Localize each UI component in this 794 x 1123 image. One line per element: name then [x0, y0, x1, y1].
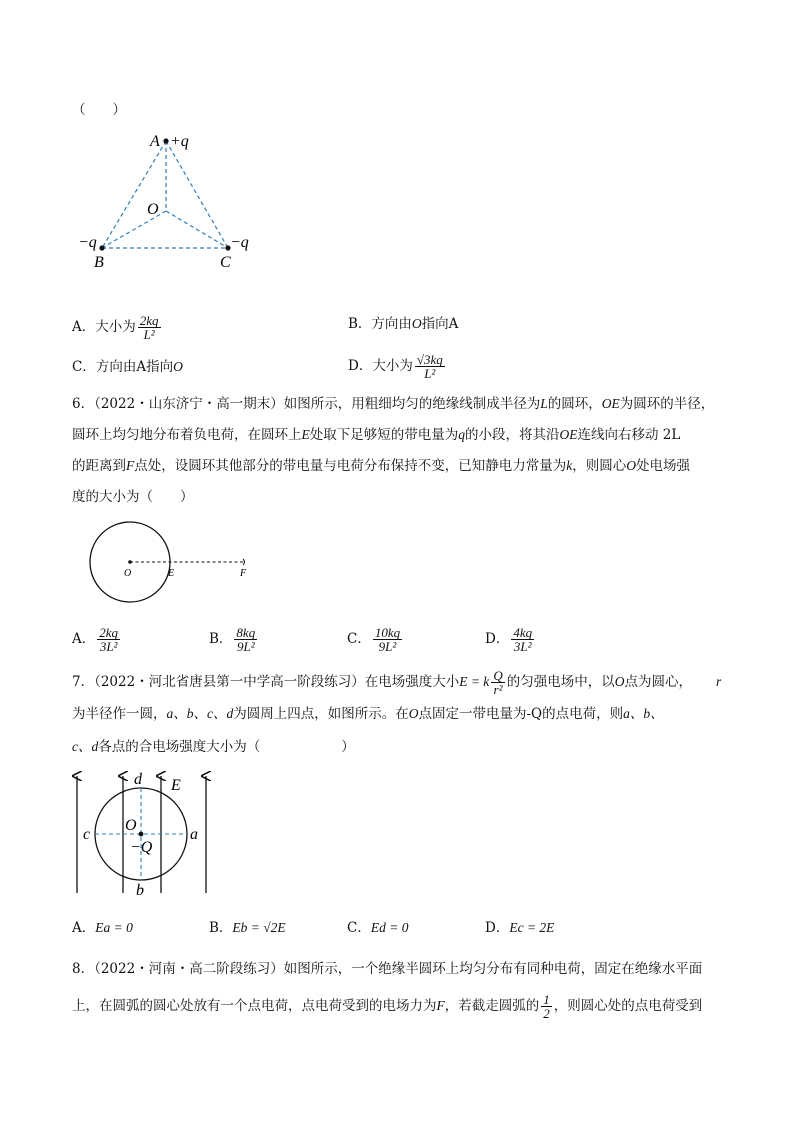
q7-center-point [139, 832, 144, 837]
q7-label-b: b [136, 882, 144, 898]
q6-stem-line1: 6．（2022・山东济宁・高一期末）如图所示，用粗细均匀的绝缘线制成半径为L的圆环，OE为圆环的半径， [72, 396, 715, 412]
q6-stem-line2: 圆环上均匀地分布着负电荷，在圆环上E处取下足够短的带电量为q的小段，将其沿OE连线向右移动 2L [72, 427, 681, 443]
q7-label-d: d [134, 771, 142, 788]
q7-option-b[interactable]: B．Eb = √2E [209, 920, 286, 936]
q5-option-d[interactable] [348, 353, 447, 380]
q6-label-f: F [240, 568, 247, 579]
q7-label-minus-q: −Q [130, 839, 153, 856]
q6-option-a[interactable]: A． $\frac{2kq}{\text{3L²}}$ [72, 625, 119, 654]
q7-option-d[interactable]: D．Ec = 2E [485, 920, 555, 936]
q5-option-a-fraction: $\frac{2kq}{\text{L²}}$ [139, 313, 159, 342]
q6-stem-line4: 度的大小为（ ） [72, 489, 194, 505]
q5-option-c[interactable]: C．方向由A指向O [72, 359, 183, 375]
q8-stem-line1: 8．（2022・河南・高二阶段练习）如图所示，一个绝缘半圆环上均匀分布有同种电荷，固定在绝缘水平面 [72, 961, 703, 977]
q6-option-d[interactable]: D． $\frac{4kq}{\text{3L²}}$ [485, 625, 533, 654]
q7-stem-line1: 7．（2022・河北省唐县第一中学高一阶段练习）在电场强度大小E = k $\frac{Q}{\text{r²}}$ 的匀强电场中，以O点为圆心， r [72, 668, 722, 697]
q7-option-c[interactable]: C．Ed = 0 [347, 920, 409, 936]
q5-option-a-prefix: A．大小为 [72, 319, 136, 335]
q8-stem-line2: 上，在圆弧的圆心处放有一个点电荷，点电荷受到的电场力为F，若截走圆弧的 $\frac{1}{2}$ ，则圆心处的点电荷受到 [72, 992, 703, 1021]
q6-option-c[interactable]: C． $\frac{10kq}{\text{9L²}}$ [347, 625, 401, 654]
q7-stem-line2: 为半径作一圆，a、b、c、d为圆周上四点，如图所示。在O点固定一带电量为-Q的点电荷，则a、b、 [72, 706, 664, 722]
q6-ring-figure [80, 515, 270, 610]
q5-label-plus-q: +q [170, 133, 189, 150]
q5-option-d-prefix: D．大小为 [348, 358, 413, 374]
q5-option-b[interactable]: B．方向由O指向A [348, 316, 459, 332]
q7-label-e: E [171, 777, 181, 794]
q5-triangle-figure [70, 125, 260, 275]
q6-option-b[interactable]: B． $\frac{8kq}{\text{9L²}}$ [209, 625, 256, 654]
q6-stem-line3: 的距离到F点处，设圆环其他部分的带电量与电荷分布保持不变，已知静电力常量为k，则圆心O处电场强 [72, 458, 690, 474]
q5-option-d-fraction: $\frac{√3kq}{\text{L²}}$ [416, 352, 443, 381]
q5-point-a [163, 138, 168, 143]
q7-option-a[interactable]: A．Ea = 0 [72, 920, 133, 936]
q7-label-c: c [83, 826, 91, 843]
q6-small-segment [243, 559, 245, 565]
q7-stem-line3: c、d各点的合电场强度大小为（ ） [72, 739, 355, 755]
q5-bracket: （ ） [72, 102, 126, 118]
q5-label-o: O [147, 201, 159, 218]
q5-label-b: B [94, 254, 104, 271]
q5-edge-co [166, 211, 228, 248]
q5-label-minus-q-left: −q [78, 234, 97, 251]
q5-option-a[interactable] [72, 314, 163, 341]
q7-label-o: O [125, 817, 137, 834]
q5-label-a: A [150, 133, 160, 150]
q6-label-e: E [168, 568, 175, 579]
q6-label-o: O [124, 568, 132, 579]
q7-label-a: a [190, 826, 198, 843]
q5-edge-ac [166, 141, 228, 248]
q5-point-b [99, 245, 104, 250]
q5-label-minus-q-right: −q [230, 234, 249, 251]
q7-field-figure [64, 768, 224, 898]
q5-label-c: C [220, 254, 231, 271]
q5-edge-ab [102, 141, 166, 248]
